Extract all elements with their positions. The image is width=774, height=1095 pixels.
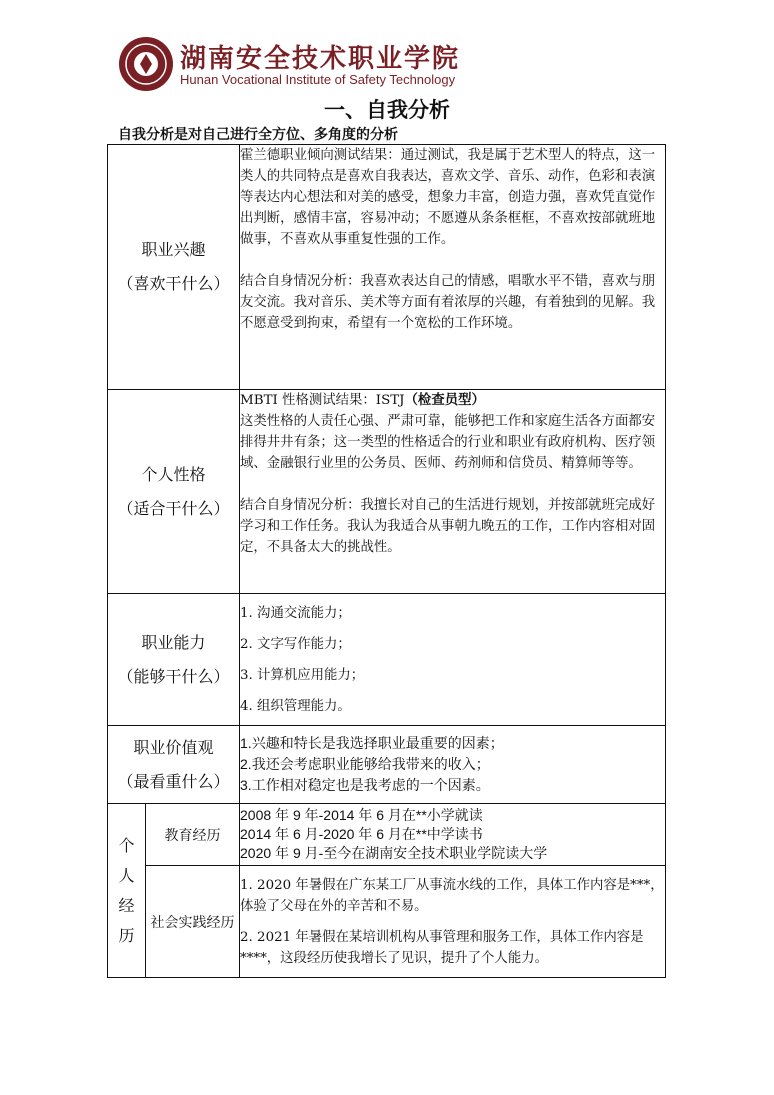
values-item: 1.兴趣和特长是我选择职业最重要的因素； — [240, 735, 504, 751]
interest-sublabel: （喜欢干什么） — [117, 274, 230, 293]
school-name-en: Hunan Vocational Institute of Safety Technology — [180, 72, 456, 87]
mbti-result-prefix: MBTI 性格测试结果：ISTJ — [240, 393, 405, 408]
practice-item: 1. 2020 年暑假在广东某工厂从事流水线的工作，具体工作内容是***，体验了父母在外的辛苦和不易。 — [240, 877, 664, 914]
table-row-interest — [108, 145, 666, 390]
experience-label-char: 个 — [118, 835, 135, 855]
table-row-values — [108, 726, 666, 804]
ability-sublabel: （能够干什么） — [117, 666, 230, 686]
values-sublabel: （最看重什么） — [117, 771, 230, 791]
personality-self-analysis: 结合自身情况分析：我擅长对自己的生活进行规划，并按部就班完成好学习和工作任务。我认为我适合从事朝九晚五的工作，工作内容相对固定，不具备太大的挑战性。 — [240, 498, 656, 555]
section-title: 一、自我分析 — [324, 98, 450, 122]
education-item: 2020 年 9 月-至今在湖南安全技术职业学院读大学 — [240, 845, 548, 861]
ability-item: 1. 沟通交流能力； — [240, 605, 351, 621]
table-row-ability — [108, 594, 666, 726]
education-item: 2014 年 6 月-2020 年 6 月在**中学读书 — [240, 826, 483, 842]
mbti-result — [240, 390, 665, 411]
table-row-education — [108, 804, 666, 866]
school-name-cn: 湖南安全技术职业学院 — [180, 44, 461, 74]
interest-content — [240, 145, 666, 390]
education-content — [240, 804, 666, 866]
education-label: 教育经历 — [146, 804, 240, 866]
practice-content — [240, 866, 666, 978]
personality-content — [240, 390, 666, 594]
personality-description: 这类性格的人责任心强、严肃可靠，能够把工作和家庭生活各方面都安排得井井有条；这一类型的性格适合的行业和职业有政府机构、医疗领域、金融银行业里的公务员、医师、药剂师和信贷员、精算师等等。 — [240, 414, 656, 471]
interest-self-analysis: 结合自身情况分析：我喜欢表达自己的情感，唱歌水平不错，喜欢与朋友交流。我对音乐、美术等方面有着浓厚的兴趣，有着独到的见解。我不愿意受到拘束，希望有一个宽松的工作环境。 — [240, 274, 656, 331]
values-item: 2.我还会考虑职业能够给我带来的收入； — [240, 756, 490, 772]
interest-label: 职业兴趣 — [141, 240, 206, 259]
experience-label-char: 经 — [118, 895, 135, 915]
section-subtitle: 自我分析是对自己进行全方位、多角度的分析 — [118, 127, 398, 143]
practice-item: 2. 2021 年暑假在某培训机构从事管理和服务工作，具体工作内容是****，这段经历使我增长了见识，提升了个人能力。 — [240, 929, 644, 966]
personality-label-cell — [108, 390, 240, 594]
interest-label-cell — [108, 145, 240, 390]
ability-label-cell — [108, 594, 240, 726]
practice-label: 社会实践经历 — [146, 866, 240, 978]
ability-item: 3. 计算机应用能力； — [240, 667, 365, 683]
mbti-type: （检查员型） — [404, 393, 485, 408]
values-label: 职业价值观 — [133, 737, 214, 757]
table-row-personality — [108, 390, 666, 594]
experience-label-cell — [108, 804, 146, 978]
values-label-cell — [108, 726, 240, 804]
school-header — [118, 36, 478, 92]
self-analysis-table — [107, 144, 666, 978]
interest-test-result: 霍兰德职业倾向测试结果：通过测试，我是属于艺术型人的特点，这一类人的共同特点是喜欢自我表达，喜欢文学、音乐、动作，色彩和表演等表达内心想法和对美的感受，想象力丰富，创造力强，喜欢凭直觉作出判断，感情丰富，容易冲动；不愿遵从条条框框，不喜欢按部就班地做事，不喜欢从事重复性强的工作。 — [240, 148, 656, 247]
ability-content — [240, 594, 666, 726]
experience-label-char: 历 — [118, 925, 135, 945]
values-item: 3.工作相对稳定也是我考虑的一个因素。 — [240, 777, 490, 793]
ability-label: 职业能力 — [141, 632, 206, 652]
experience-label-char: 人 — [118, 865, 135, 885]
table-row-practice — [108, 866, 666, 978]
ability-item: 4. 组织管理能力。 — [240, 698, 351, 714]
ability-item: 2. 文字写作能力； — [240, 636, 351, 652]
values-content — [240, 726, 666, 804]
personality-sublabel: （适合干什么） — [117, 498, 230, 518]
school-seal-icon — [118, 36, 174, 92]
education-item: 2008 年 9 年-2014 年 6 月在**小学就读 — [240, 807, 483, 823]
personality-label: 个人性格 — [141, 464, 206, 484]
